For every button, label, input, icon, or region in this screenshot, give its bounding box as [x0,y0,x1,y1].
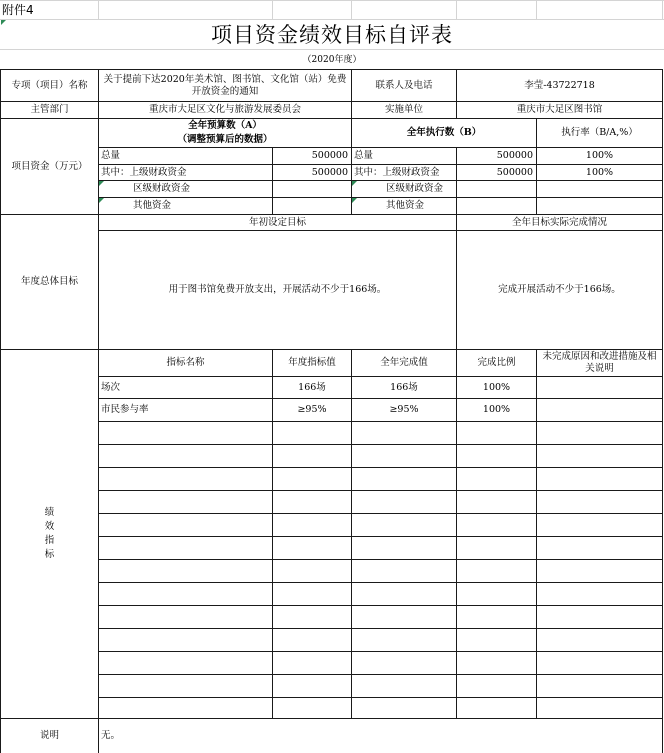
fund-exec-label: 其他资金 [386,200,425,211]
actual-goal-header: 全年目标实际完成情况 [511,216,607,228]
indicator-label-char: 标 [44,549,55,560]
fund-budget-value [273,198,351,214]
fund-rate-value: 100% [585,150,614,161]
contact-value: 李莹-43722718 [524,79,595,91]
budget-header-line1: 全年预算数（A） [188,120,262,131]
fund-budget-value [273,181,351,197]
department-value: 重庆市大足区文化与旅游发展委员会 [148,104,301,115]
actual-goal-text: 完成开展活动不少于166场。 [498,284,621,295]
fund-exec-label: 区级财政资金 [386,183,444,194]
indicator-reason-header: 未完成原因和改进措施及相关说明 [542,351,657,374]
indicator-name: 场次 [101,381,121,393]
project-name-value: 关于提前下达2020年美术馆、图书馆、文化馆（站）免费开放资金的通知 [103,73,347,97]
indicator-name-header: 指标名称 [166,357,205,368]
performance-indicators-label [1,350,98,718]
implementing-unit-label: 实施单位 [384,104,423,115]
fund-exec-value: 500000 [496,150,533,161]
fund-budget-value: 500000 [311,167,348,178]
fund-exec-value: 500000 [496,167,533,178]
page-title: 项目资金绩效目标自评表 [211,22,453,47]
year-label: （2020年度） [302,54,362,65]
fund-label: 其中：上级财政资金 [101,167,187,178]
fund-exec-label: 其中：上级财政资金 [354,167,440,178]
indicator-actual-header: 全年完成值 [380,357,428,368]
fund-rate-value [537,198,662,214]
indicator-ratio: 100% [482,381,511,393]
indicator-actual: 166场 [390,381,418,393]
indicator-name: 市民参与率 [101,403,149,415]
indicator-label-char: 效 [44,521,55,532]
fund-label: 区级财政资金 [133,183,191,194]
budget-header [99,119,351,147]
indicator-target: ≥95% [297,403,327,415]
note-label: 说明 [39,730,59,741]
indicator-actual: ≥95% [389,403,419,415]
department-label: 主管部门 [30,104,69,115]
fund-exec-value [457,181,536,197]
fund-rate-value: 100% [585,167,614,178]
indicator-reason [537,399,662,420]
project-name-label: 专项（项目）名称 [11,79,88,91]
implementing-unit-value: 重庆市大足区图书馆 [516,104,603,115]
fund-exec-value [457,198,536,214]
indicator-label-char: 指 [44,535,55,546]
fund-label: 总量 [101,150,121,161]
fund-exec-label: 总量 [354,150,374,161]
indicator-target-header: 年度指标值 [288,357,336,368]
indicator-target: 166场 [298,381,326,393]
contact-label: 联系人及电话 [375,79,433,91]
annual-goal-label: 年度总体目标 [20,276,78,287]
fund-rate-value [537,181,662,197]
attachment-label: 附件4 [2,2,34,17]
execution-rate-header: 执行率（B/A,%） [561,127,638,138]
indicator-ratio: 100% [482,403,511,415]
set-goal-header: 年初设定目标 [248,216,306,228]
execution-header: 全年执行数（B） [406,127,482,138]
indicator-ratio-header: 完成比例 [477,357,516,368]
fund-label: 其他资金 [133,200,172,211]
set-goal-text: 用于图书馆免费开放支出，开展活动不少于166场。 [168,284,387,295]
indicator-reason [537,377,662,398]
note-value: 无。 [101,730,121,741]
fund-budget-value: 500000 [311,150,348,161]
funds-label: 项目资金（万元） [11,160,88,172]
budget-header-line2: （调整预算后的数据） [177,134,273,145]
indicator-label-char: 绩 [44,507,55,518]
